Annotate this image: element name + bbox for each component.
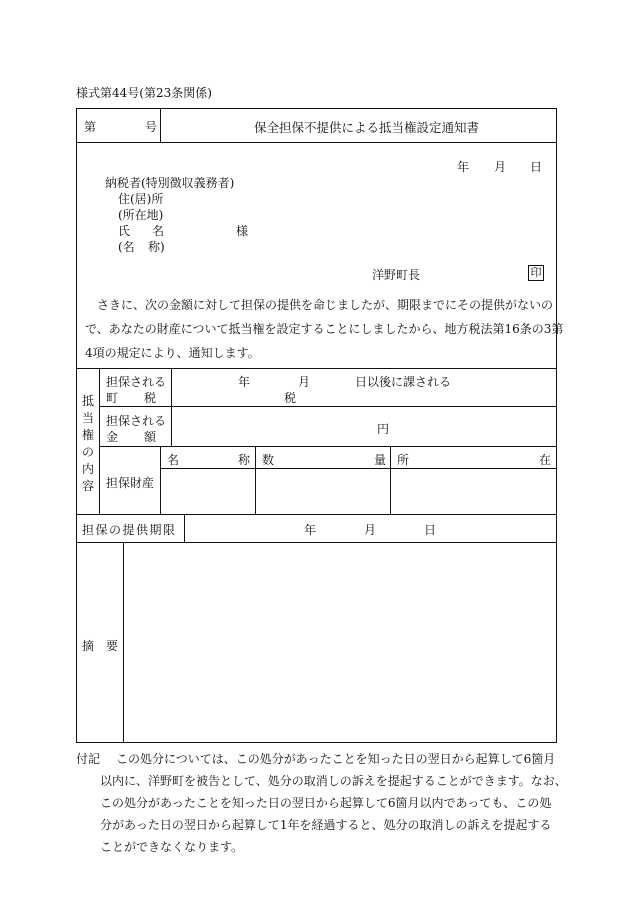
form-number: 様式第44号(第23条関係) <box>76 86 212 100</box>
lien-side-char-4: の <box>82 445 95 459</box>
property-col-name-first: 名 <box>167 453 180 467</box>
tax-row-divider <box>99 406 557 407</box>
number-label-suffix: 号 <box>145 120 158 134</box>
issuer-name: 洋野町長 <box>372 268 421 282</box>
property-col-name-second: 称 <box>238 453 251 467</box>
remarks-label-second: 要 <box>106 639 119 653</box>
header-row-divider <box>76 142 557 143</box>
property-label-divider <box>160 446 161 514</box>
note-line-2: 以内に、洋野町を被告として、処分の取消しの訴えを提起することができます。なお、 <box>100 774 567 788</box>
date-month: 月 <box>494 160 507 174</box>
note-line-4: 分があった日の翌日から起算して1年を経過すると、処分の取消しの訴えを提起する <box>100 818 552 832</box>
header-col-divider <box>160 108 161 142</box>
address-label: 住(居)所 <box>118 192 164 206</box>
title-label-first: (名 <box>118 240 135 254</box>
lien-side-char-1: 抵 <box>82 394 95 408</box>
property-col-loc-first: 所 <box>397 453 410 467</box>
table-border-bottom <box>76 742 557 743</box>
tax-after-date: 日以後に課される <box>355 375 452 389</box>
deadline-label: 担保の提供期限 <box>82 523 177 537</box>
name-label-second: 名 <box>152 224 165 238</box>
deadline-col-divider <box>184 514 185 542</box>
body-divider <box>76 368 557 369</box>
title-label-second: 称) <box>148 240 165 254</box>
location-label: (所在地) <box>118 208 164 222</box>
seal-mark: 印 <box>528 265 544 281</box>
property-label: 担保財産 <box>106 476 155 490</box>
property-col-loc-second: 在 <box>539 453 552 467</box>
table-border-left <box>76 108 77 743</box>
property-col-qty-first: 数 <box>262 453 275 467</box>
tax-label-town: 町 <box>106 391 119 405</box>
deadline-month: 月 <box>364 523 377 537</box>
amount-unit: 円 <box>377 422 390 436</box>
remarks-field[interactable] <box>124 543 556 742</box>
property-col-divider-2 <box>390 446 391 514</box>
note-prefix: 付記 <box>76 752 101 766</box>
number-label-prefix: 第 <box>84 120 97 134</box>
property-header-divider <box>160 468 557 469</box>
lien-side-divider <box>99 368 100 514</box>
date-day: 日 <box>530 160 543 174</box>
date-year: 年 <box>457 160 470 174</box>
deadline-day: 日 <box>424 523 437 537</box>
note-line-1: この処分については、この処分があったことを知った日の翌日から起算して6箇月 <box>116 752 556 766</box>
lien-side-char-3: 権 <box>82 428 95 442</box>
tax-label-divider <box>171 368 172 446</box>
tax-month: 月 <box>298 375 311 389</box>
deadline-top-divider <box>76 514 557 515</box>
name-label-first: 氏 <box>118 224 131 238</box>
body-line-1: さきに、次の金額に対して担保の提供を命じましたが、期限までにその提供がないの <box>97 298 554 312</box>
table-border-top <box>76 108 557 109</box>
amount-label-line1: 担保される <box>106 414 167 428</box>
tax-label-line1: 担保される <box>106 375 167 389</box>
body-line-2: で、あなたの財産について抵当権を設定することにしましたから、地方税法第16条の3第 <box>85 322 564 336</box>
body-line-3: 4項の規定により、通知します。 <box>85 346 260 360</box>
remarks-label-first: 摘 <box>82 639 95 653</box>
taxpayer-label: 納税者(特別徴収義務者) <box>105 176 235 190</box>
deadline-year: 年 <box>304 523 317 537</box>
table-border-right <box>556 108 557 743</box>
tax-label-tax: 税 <box>144 391 157 405</box>
lien-side-char-6: 容 <box>82 479 95 493</box>
amount-row-divider <box>99 446 557 447</box>
amount-label-sum: 額 <box>144 430 157 444</box>
property-col-qty-second: 量 <box>374 453 387 467</box>
note-line-5: ことができなくなります。 <box>100 840 244 854</box>
amount-label-gold: 金 <box>106 430 119 444</box>
property-col-divider-1 <box>255 446 256 514</box>
document-title: 保全担保不提供による抵当権設定通知書 <box>254 120 480 135</box>
tax-kind: 税 <box>284 391 297 405</box>
note-line-3: この処分があったことを知った日の翌日から起算して6箇月以内であっても、この処 <box>100 796 552 810</box>
lien-side-char-2: 当 <box>82 411 95 425</box>
lien-side-char-5: 内 <box>82 462 95 476</box>
honorific: 様 <box>236 224 249 238</box>
tax-year: 年 <box>238 375 251 389</box>
